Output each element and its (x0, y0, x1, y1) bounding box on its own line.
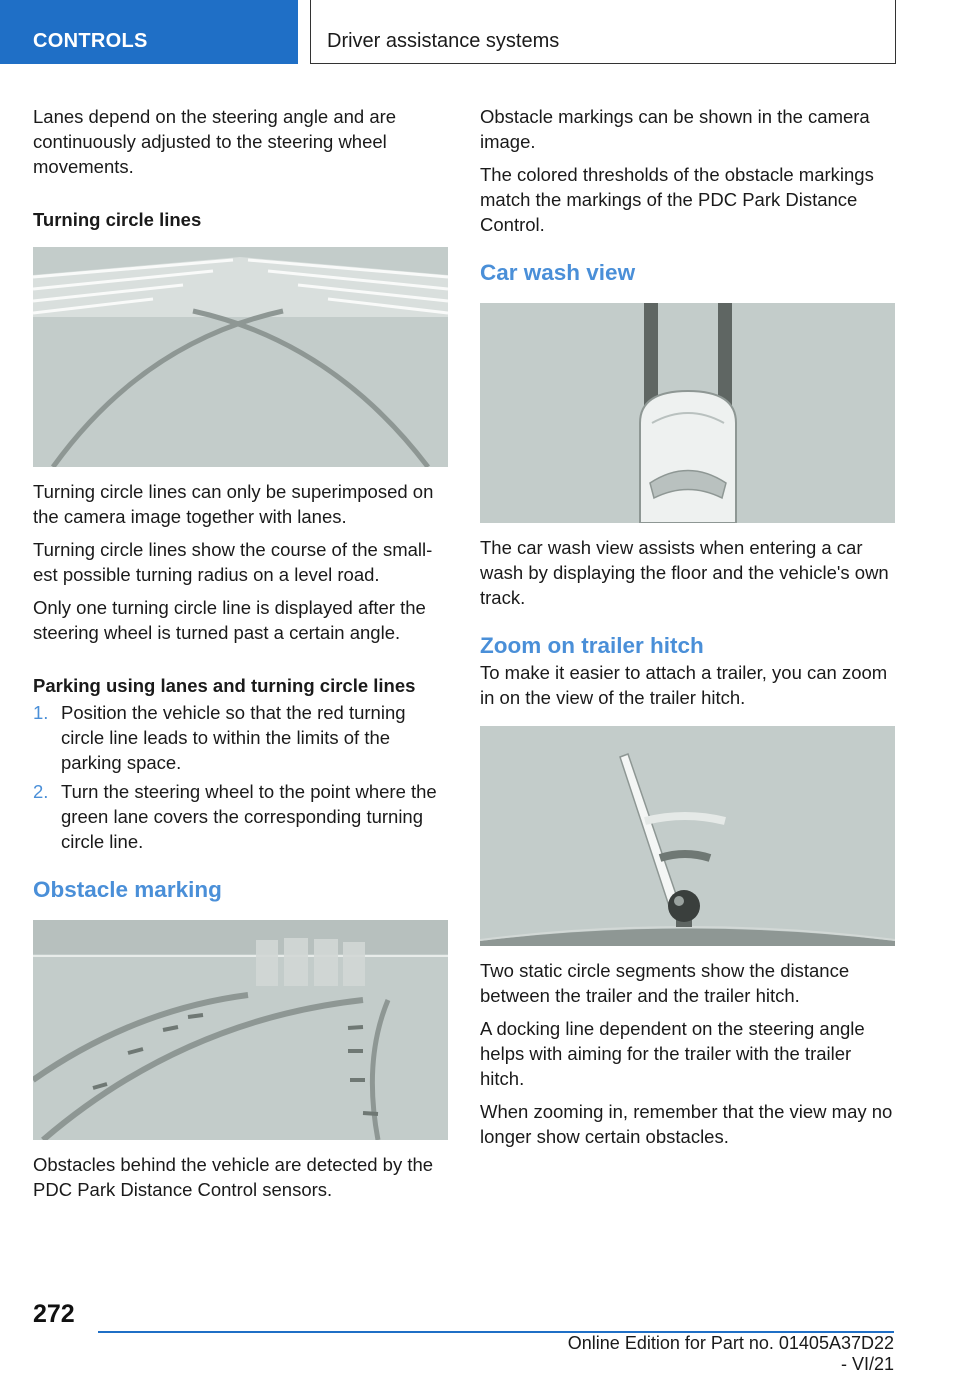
parking-steps-list (33, 700, 449, 854)
turning-circle-lines-figure (33, 247, 448, 467)
turning-paragraph-2: Turning circle lines show the course of the small‐est possible turning radius on a level road. (33, 539, 433, 585)
turning-paragraph-3: Only one turning circle line is displayed after the steering wheel is turned past a certain angle. (33, 597, 426, 643)
car-wash-paragraph: The car wash view assists when entering a car wash by displaying the floor and the vehicle's own track. (480, 537, 889, 608)
right-column (480, 104, 896, 1157)
turning-paragraph-1: Turning circle lines can only be superimposed on the camera image together with lanes. (33, 481, 434, 527)
obstacle-paragraph-1: Obstacles behind the vehicle are detected by the PDC Park Distance Control sensors. (33, 1154, 434, 1200)
list-item (33, 700, 449, 775)
edition-info: Online Edition for Part no. 01405A37D22 - VI/21 (567, 1333, 894, 1374)
section-tab (0, 0, 298, 64)
parking-heading: Parking using lanes and turning circle lines (33, 675, 416, 696)
step-text: Turn the steering wheel to the point where the green lane covers the corresponding turning circle line. (61, 781, 437, 852)
step-text: Position the vehicle so that the red turning circle line leads to within the limits of the parking space. (61, 702, 406, 773)
left-column (33, 104, 449, 1210)
chapter-tab (310, 0, 896, 64)
zoom-paragraph-2: Two static circle segments show the distance between the trailer and the trailer hitch. (480, 960, 850, 1006)
obstacle-paragraph-3: The colored thresholds of the obstacle markings match the markings of the PDC Park Distance Control. (480, 164, 874, 235)
intro-paragraph: Lanes depend on the steering angle and are continuously adjusted to the steering wheel movements. (33, 106, 397, 177)
page-number: 272 (33, 1300, 75, 1328)
zoom-paragraph-3: A docking line dependent on the steering angle helps with aiming for the trailer with the trailer hitch. (480, 1018, 865, 1089)
list-item (33, 779, 449, 854)
page-header (0, 0, 960, 66)
step-number: 1. (33, 702, 49, 723)
obstacle-marking-figure (33, 920, 448, 1140)
obstacle-paragraph-2: Obstacle markings can be shown in the camera image. (480, 106, 870, 152)
zoom-paragraph-1: To make it easier to attach a trailer, you can zoom in on the view of the trailer hitch. (480, 662, 888, 708)
car-wash-view-figure (480, 303, 895, 523)
zoom-paragraph-4: When zooming in, remember that the view may no longer show certain obstacles. (480, 1101, 893, 1147)
chapter-title: Driver assistance systems (327, 30, 560, 52)
section-title: CONTROLS (33, 30, 148, 52)
trailer-hitch-figure (480, 726, 895, 946)
turning-circle-heading: Turning circle lines (33, 209, 202, 230)
car-wash-view-heading: Car wash view (480, 260, 636, 285)
step-number: 2. (33, 781, 49, 802)
obstacle-marking-heading: Obstacle marking (33, 877, 222, 902)
zoom-trailer-hitch-heading: Zoom on trailer hitch (480, 633, 704, 658)
